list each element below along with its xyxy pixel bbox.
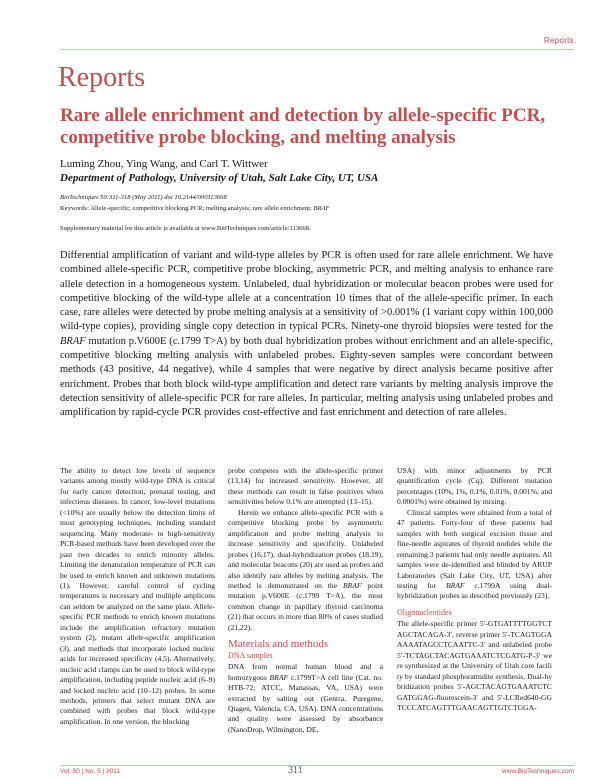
dna-samples-cont: USA) with minor adjustments by PCR quantification cycle (Cq). Different mutation percentages (10%, 1%, 0.1%, 0.01%, 0.001%, and 0.0001%) were obtained by mixing. [397, 466, 552, 507]
column-1 [60, 466, 215, 727]
footer-volume: Vol. 50 | No. 5 | 2011 [60, 768, 120, 775]
clinical-a: Clinical samples were obtained from a total of 47 patients. Forty-four of these patients had samples with both surgical excision tissue and fine-needle aspirates of thyroid nodules while the remaining 3 patients had only needle aspirates. All samples were de-identified and blinded by ARUP Laboratories (Salt Lake City, UT, USA) after testing for [397, 507, 552, 590]
article-title: Rare allele enrichment and detection by allele-specific PCR, competitive probe blocking, and melting analysis [60, 105, 546, 148]
clinical-b: c.1799A using dual-hybridization probes as described previously (23). [397, 580, 552, 601]
dna-samples-a: DNA from normal human blood and a homozygous [228, 662, 383, 682]
abstract [60, 249, 553, 421]
section-title: Reports [58, 62, 146, 93]
page-number: 311 [288, 765, 303, 776]
dna-samples-heading: DNA samples [228, 650, 273, 660]
footer-rule [60, 765, 574, 766]
intro-paragraph: The ability to detect low levels of sequence variants among mostly wild-type DNA is critical for early cancer detection, prenatal testing, and infectious diseases. In cancer, low-level mutations (<10%) are usually below the detection limits of most genotyping techniques, including standard sequencing. Many moderate- to high-sensitivity PCR-based methods have been developed over the past two decades to enrich minority alleles. Limiting the denaturation temperature of PCR can be used to enrich known and unknown mutations (1). However, careful control of cycling temperatures is necessary and multiple amplicons can seldom be analyzed on the same plate. Allele-specific PCR methods to enrich known mutations include the amplification refractory mutation system (2), mutant allele-specific amplification (3), and methods that incorporate locked nucleic acids for increased specificity (4,5). Alternatively, nucleic acid clamps can be used to block wild-type amplification, including peptide nucleic acid (6–9) and locked nucleic acid (10–12) probes. In some methods, primers that select mutant DNA are combined with probes that block wild-type amplification. In one version, the blocking [60, 466, 215, 726]
method-gene: BRAF [342, 580, 362, 590]
intro-paragraph-cont: probe competes with the allele-specific primer (13,14) for increased sensitivity. However, all these methods can result in false positives when sensitivities below 0.1% are attempted (13–15). [228, 466, 383, 507]
method-overview-paragraph [228, 508, 383, 633]
keywords [60, 205, 330, 212]
header-rule [60, 49, 574, 50]
methods-heading: Materials and methods [228, 638, 329, 651]
abstract-gene: BRAF [60, 335, 86, 347]
method-overview-b: point mutation p.V600E (c.1799 T>A), the most common change in papillary thyroid carcinoma (21) that occurs in more than 80% of cases studied (21,22). [228, 580, 384, 632]
keywords-text: Allele-specific; competitive blocking PCR; melting analysis; rare allele enrichment; [90, 205, 312, 212]
citation [60, 194, 227, 201]
column-3 [397, 466, 552, 713]
authors: Luming Zhou, Ying Wang, and Carl T. Wittwer [60, 158, 268, 170]
journal-citation: BioTechniques 50:311-318 (May 2011) doi 10.2144/000113668 [60, 194, 227, 201]
running-header: Reports [543, 36, 574, 45]
oligonucleotides-heading: Oligonucleotides [397, 607, 452, 617]
column-2 [228, 466, 383, 735]
oligonucleotides-paragraph: The allele-specific primer 5′-GTGATTTTGGTCTAGCTACAGA-3′, reverse primer 5′-TCAGTGGAAAAATAGCCTCAATTC-3′ and unlabeled probe 5′-TCTAGCTACAGTGAAATCTCGATG-P-3′ were synthesized at the University of Utah core facility by standard phosphoramidite synthesis. Dual-hybridization probes 5′-AGCTACAGTGAAATCTCGATGGAG-fluorescein-3′ and 5′-LCRed640-GGTCCCATCAGTTTGAACAGTTGTCTGGA- [397, 619, 552, 712]
dna-samples-b: c.1799T>A cell line (Cat. no. HTB-72; ATCC, Manassas, VA, USA) were extracted by salting out (Gentra, Puregene, Qiagen, Valencia, CA, USA). DNA concentrations and quality were assessed by absorbance (NanoDrop, Wilmington, DE, [228, 672, 383, 734]
clinical-samples-paragraph [397, 508, 552, 602]
affiliation: Department of Pathology, University of Utah, Salt Lake City, UT, USA [60, 172, 379, 184]
keywords-gene: BRAF [313, 205, 330, 212]
abstract-part-2: mutation p.V600E (c.1799 T>A) by both dual hybridization probes without enrichment and an allele-specific, competitive blocking melting analysis with unlabeled probes. Eighty-seven samples were concordant between methods (43 positive, 44 negative), while 4 samples that were negative by direct analysis became positive after enrichment. Probes that both block wild-type amplification and detect rare variants by melting analysis improve the detection sensitivity of allele-specific PCR for rare alleles. In particular, melting analysis using unlabeled probes and amplification by rapid-cycle PCR provides cost-effective and fast enrichment and detection of rare alleles. [60, 335, 554, 419]
dna-samples-paragraph [228, 662, 383, 735]
footer-website: www.BioTechniques.com [502, 768, 574, 775]
clinical-gene: BRAF [446, 580, 465, 590]
dna-gene: BRAF [269, 672, 289, 682]
abstract-part-1: Differential amplification of variant and wild-type alleles by PCR is often used for rare allele enrichment. We have combined allele-specific PCR, competitive probe blocking, asymmetric PCR, and melting analysis to enhance rare allele detection in a homogeneous system. Unlabeled, dual hybridization or molecular beacon probes were used for competitive blocking of the wild-type allele at a concentration 10 times that of the allele-specific primer. In each case, rare alleles were detected by probe melting analysis at a sensitivity of >0.001% (1 variant copy within 100,000 wild-type copies), providing single copy detection in typical PCRs. Ninety-one thyroid biopsies were tested for the [60, 250, 553, 333]
supplementary-note: Supplementary material for this article is available at www.BioTechniques.com/article/113668. [60, 225, 311, 232]
keywords-label: Keywords: [60, 205, 89, 212]
method-overview-a: Herein we enhance allele-specific PCR with a competitive blocking probe by asymmetric amplification and probe melting analysis to increase sensitivity and specificity. Unlabeled probes (16,17), dual-hybridization probes (18,19), and molecular beacons (20) are used as probes and also identify rare alleles by melting analysis. The method is demonstrated on the [228, 507, 383, 590]
